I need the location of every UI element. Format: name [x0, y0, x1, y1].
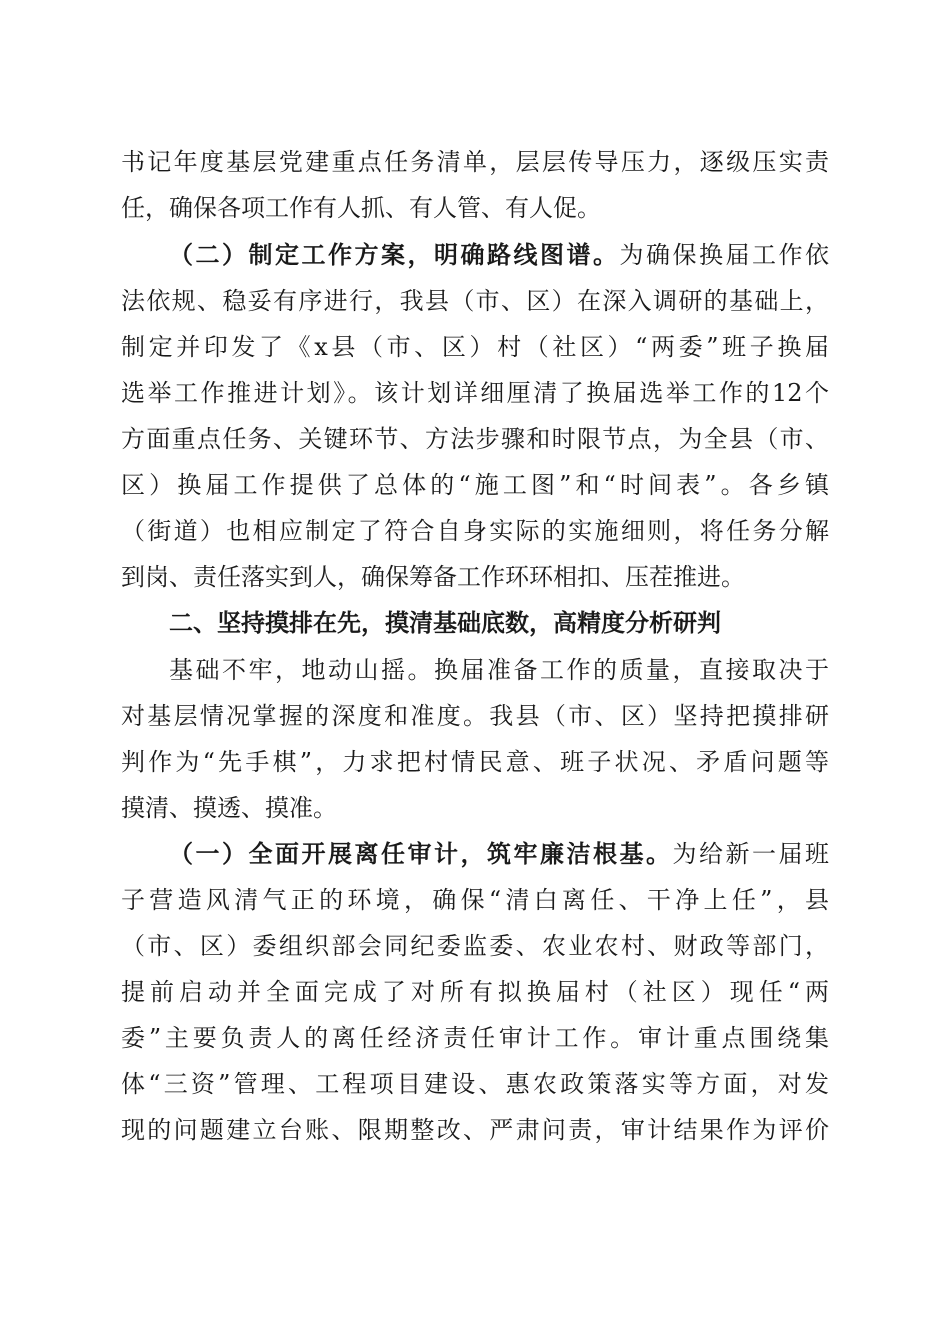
line-text: 子营造风清气正的环境，确保“清白离任、干净上任”，县 — [121, 886, 829, 914]
line-text: 区）换届工作提供了总体的“施工图”和“时间表”。各乡镇 — [121, 471, 829, 499]
body-line — [121, 509, 829, 553]
line-text: 书记年度基层党建重点任务清单，层层传导压力，逐级压实责 — [121, 148, 829, 176]
line-text: 方面重点任务、关键环节、方法步骤和时限节点，为全县（市、 — [121, 425, 829, 453]
section-heading — [169, 601, 829, 645]
line-text: 制定并印发了《x县（市、区）村（社区）“两委”班子换届 — [121, 333, 829, 361]
line-text: 为给新一届班 — [672, 840, 829, 868]
body-line — [121, 463, 829, 507]
subheading-2: （二）制定工作方案，明确路线图谱。 — [169, 241, 620, 269]
body-line — [121, 140, 829, 184]
body-line — [121, 1016, 829, 1060]
line-text: 判作为“先手棋”，力求把村情民意、班子状况、矛盾问题等 — [121, 748, 829, 776]
body-line — [121, 878, 829, 922]
body-line — [121, 417, 829, 461]
subheading-1: （一）全面开展离任审计，筑牢廉洁根基。 — [169, 840, 673, 868]
line-text: 提前启动并全面完成了对所有拟换届村（社区）现任“两 — [121, 978, 829, 1006]
body-line — [121, 555, 829, 599]
body-line — [121, 1108, 829, 1152]
line-text: 基础不牢，地动山摇。换届准备工作的质量，直接取决于 — [169, 656, 829, 684]
line-text: 对基层情况掌握的深度和准度。我县（市、区）坚持把摸排研 — [121, 702, 829, 730]
body-line — [121, 1062, 829, 1106]
body-line — [121, 279, 829, 323]
body-line — [121, 970, 829, 1014]
line-text: 选举工作推进计划》。该计划详细厘清了换届选举工作的12个 — [121, 379, 829, 407]
line-text: 法依规、稳妥有序进行，我县（市、区）在深入调研的基础上， — [121, 287, 829, 315]
body-line — [121, 186, 829, 230]
body-line — [169, 648, 829, 692]
body-line — [121, 740, 829, 784]
body-line — [121, 924, 829, 968]
line-text: （街道）也相应制定了符合自身实际的实施细则，将任务分解 — [121, 517, 829, 545]
line-text: （市、区）委组织部会同纪委监委、农业农村、财政等部门， — [121, 932, 829, 960]
section-heading-text: 二、坚持摸排在先，摸清基础底数，高精度分析研判 — [169, 609, 721, 637]
line-text: 为确保换届工作依 — [619, 241, 829, 269]
body-line — [121, 325, 829, 369]
subheading-line — [169, 233, 829, 277]
line-text: 现的问题建立台账、限期整改、严肃问责，审计结果作为评价 — [121, 1116, 829, 1144]
line-text: 任，确保各项工作有人抓、有人管、有人促。 — [121, 194, 601, 222]
body-line — [121, 371, 829, 415]
line-text: 委”主要负责人的离任经济责任审计工作。审计重点围绕集 — [121, 1024, 829, 1052]
line-text: 到岗、责任落实到人，确保筹备工作环环相扣、压茬推进。 — [121, 563, 745, 591]
body-line — [121, 694, 829, 738]
body-line — [121, 786, 829, 830]
line-text: 体“三资”管理、工程项目建设、惠农政策落实等方面，对发 — [121, 1070, 829, 1098]
line-text: 摸清、摸透、摸准。 — [121, 794, 337, 822]
subheading-line — [169, 832, 829, 876]
